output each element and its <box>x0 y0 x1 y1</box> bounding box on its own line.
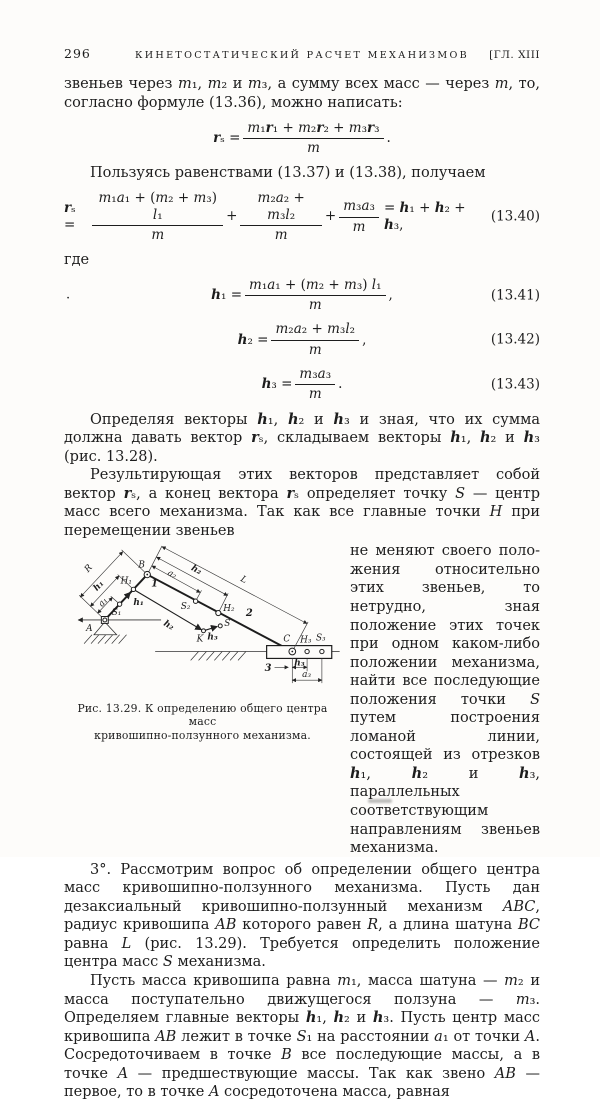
eq-lhs: h₃ = <box>261 376 293 393</box>
paragraph-using-equalities: Пользуясь равенствами (13.37) и (13.38), получаем <box>90 165 486 182</box>
fraction: $\frac{\text{m₂a₂ + m₃l₂}}{m}$ <box>271 321 359 359</box>
scan-artifact <box>368 799 392 803</box>
vector-polyline <box>105 590 217 634</box>
figure-caption <box>64 702 341 742</box>
label-H2: H₂ <box>223 604 235 615</box>
label-R: R <box>82 563 95 576</box>
paragraph-resultant-wrapped: не меняют своего положения относительно этих звеньев, то нетрудно, зная положение этих точек при одном каком-либо положении механизма, найти все последующие положения точки S путем построения ломаной линии, состоящей из отрезков h₁, h₂ и h₃, параллельных соответствующим направлениям звеньев механизма. <box>350 543 541 857</box>
eq-tail: . <box>386 129 391 146</box>
label-H3: H₃ <box>300 636 312 647</box>
label-h1-dim: h₁ <box>91 579 107 594</box>
label-a1: a₁ <box>96 596 111 610</box>
label-h3-vector: h₃ <box>207 633 218 644</box>
figure-caption-line2: кривошипно-ползунного механизма. <box>94 728 311 742</box>
running-title: КИНЕТОСТАТИЧЕСКИЙ РАСЧЕТ МЕХАНИЗМОВ <box>135 50 469 61</box>
paragraph-defining-vectors: Определяя векторы h₁, h₂ и h₃ и зная, что их сумма должна давать вектор rₛ, складываем векторы h₁, h₂ и h₃ (рис. 13.28). <box>64 410 541 465</box>
label-a2: a₂ <box>165 568 179 582</box>
label-h3-dim: h₃ <box>294 658 305 669</box>
label-S2: S₂ <box>180 602 191 613</box>
fraction-2: $\frac{\text{m₂a₂ + m₃l₂}}{m}$ <box>240 190 321 245</box>
fraction-3: $\frac{\text{m₃a₃}}{m}$ <box>339 198 379 236</box>
paragraph-3deg-problem: 3°. Рассмотрим вопрос об определении общего центра масс кривошипно-ползунного механизма. Пусть дан дезаксиальный кривошипно-ползунный механизм ABC, радиус кривошипа AB которого равен R, а длина шатуна BC равна L (рис. 13.29). Требуется определить положение центра масс S механизма. <box>64 861 541 971</box>
label-a3: a₃ <box>302 670 312 681</box>
paragraph-intro: звеньев через m₁, m₂ и m₃, а сумму всех масс — через m, то, согласно формуле (13.36), можно написать: <box>64 76 540 111</box>
paragraph-masses: Пусть масса кривошипа равна m₁, масса шатуна — m₂ и масса поступательно движущегося ползуна — m₃. Определяем главные векторы h₁, h₂ и h₃. Пусть центр масс кривошипа AB лежит в точке S₁ на расстоянии a₁ от точки A. Сосредоточиваем в точке B все последующие массы, а в точке A — предшествующие массы. Так как звено AB — первое, то в точке A сосредоточена масса, равная <box>64 972 541 1101</box>
label-link-3: 3 <box>264 663 272 675</box>
label-L: L <box>238 574 249 587</box>
plus-sign: + <box>324 208 337 225</box>
label-C: C <box>283 635 291 646</box>
equation-13-40 <box>64 190 540 245</box>
equation-number: (13.43) <box>490 376 540 393</box>
label-K: K <box>196 635 204 646</box>
label-S: S <box>224 619 231 630</box>
eq-tail: , <box>362 331 367 348</box>
equation-number: (13.40) <box>490 208 540 225</box>
equation-13-42 <box>64 321 540 359</box>
figure-13-29 <box>64 542 341 857</box>
equation-13-43 <box>64 366 540 404</box>
eq-lhs: h₁ = <box>211 287 242 304</box>
equation-rs-definition <box>64 120 540 158</box>
figure-labels <box>82 561 326 681</box>
eq-lhs: rₛ = <box>64 199 76 233</box>
label-link-1: 1 <box>151 578 159 590</box>
label-A: A <box>86 624 93 635</box>
fraction: $\frac{\text{m₁r₁ + m₂r₂ + m₃r₃}}{m}$ <box>243 120 383 158</box>
label-link-2: 2 <box>245 608 253 620</box>
page-number: 296 <box>64 46 91 61</box>
print-artifact-dot: . <box>66 287 71 303</box>
label-h1-vector: h₁ <box>133 598 144 609</box>
equation-13-41 <box>64 277 540 315</box>
label-h2-dim: h₂ <box>189 563 204 578</box>
running-head <box>64 46 540 62</box>
fraction: $\frac{\text{m₁a₁ + (m₂ + m₃) l₁}}{m}$ <box>245 277 386 315</box>
eq-tail: , <box>388 287 393 304</box>
chapter-label: [ГЛ. XIII <box>489 49 540 61</box>
label-S1: S₁ <box>111 608 122 619</box>
eq-lhs: h₂ = <box>237 331 269 348</box>
label-h2-vector: h₂ <box>161 619 176 634</box>
fraction: $\frac{\text{m₃a₃}}{m}$ <box>295 366 335 404</box>
eq-rhs: = h₁ + h₂ + h₃, <box>383 199 466 233</box>
mechanism-diagram <box>64 542 341 690</box>
label-S3: S₃ <box>315 634 326 645</box>
eq-tail: . <box>338 376 343 393</box>
plus-sign: + <box>226 208 238 225</box>
fraction-1: $\frac{\text{m₁a₁ + (m₂ + m₃) l₁}}{m}$ <box>92 190 223 245</box>
equation-number: (13.42) <box>490 331 540 348</box>
equation-number: (13.41) <box>490 287 540 304</box>
figure-row <box>64 542 540 857</box>
paragraph-resultant-fullwidth: Результирующая этих векторов представляет собой вектор rₛ, а конец вектора rₛ определяет точку S — центр масс всего механизма. Так как все главные точки H при перемещении звеньев <box>64 467 541 539</box>
wrapped-text-column <box>350 542 540 857</box>
figure-caption-line1: Рис. 13.29. К определению общего центра масс <box>77 701 328 729</box>
label-H1: H₁ <box>120 576 132 587</box>
eq-lhs: rₛ = <box>213 129 241 146</box>
word-where: где <box>64 252 90 269</box>
label-B: B <box>138 561 145 572</box>
